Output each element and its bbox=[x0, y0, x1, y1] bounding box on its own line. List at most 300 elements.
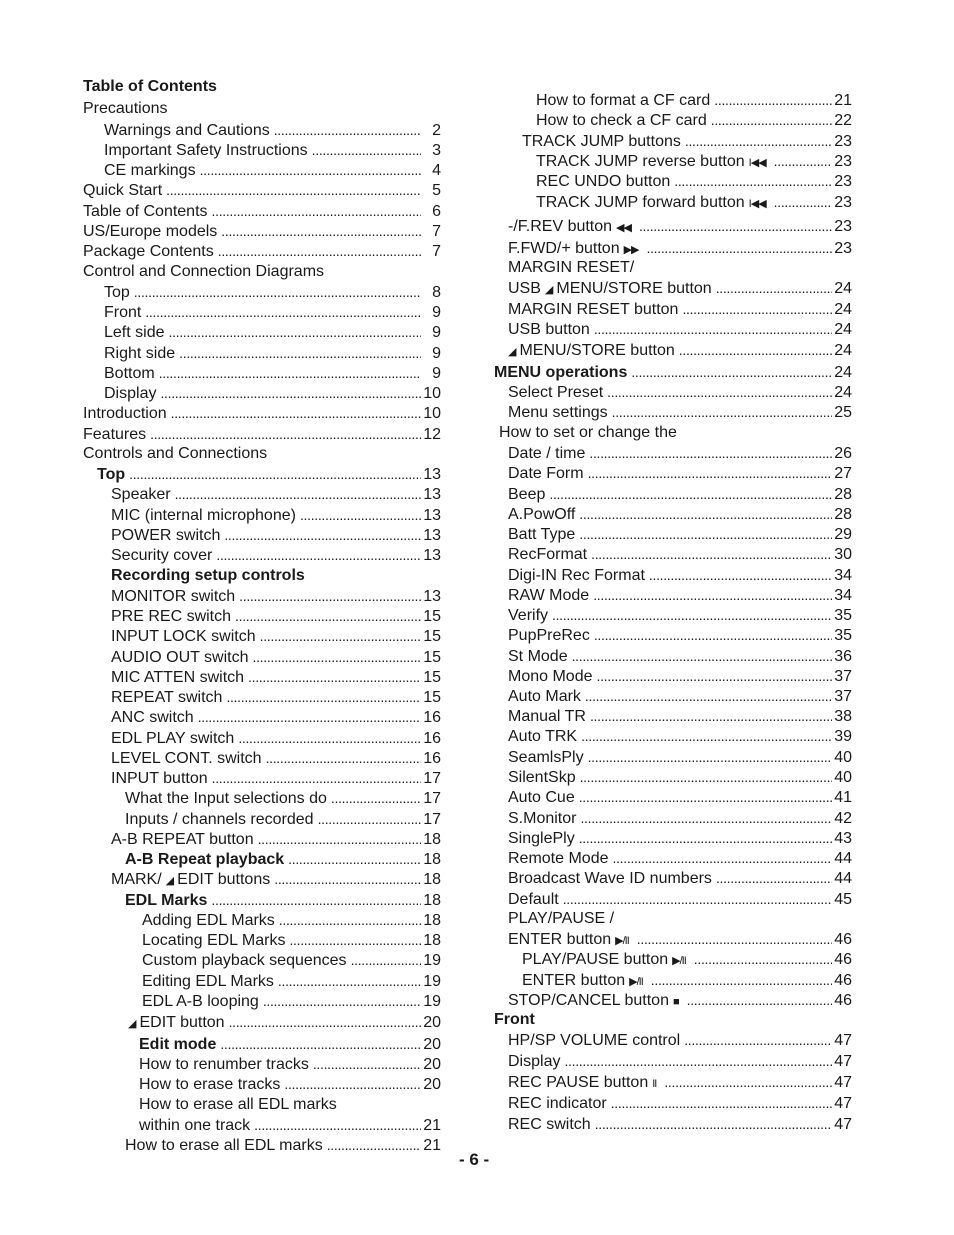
toc-entry-page: 20 bbox=[423, 1036, 441, 1053]
toc-entry-label: MENU operations bbox=[494, 364, 628, 381]
toc-entry-label: St Mode bbox=[508, 648, 568, 665]
toc-entry-page: 46 bbox=[834, 972, 852, 989]
toc-entry-label: Editing EDL Marks bbox=[142, 973, 274, 990]
pause-icon: II bbox=[652, 1078, 657, 1090]
dot-leader bbox=[563, 889, 832, 910]
toc-entry bbox=[494, 828, 852, 848]
toc-entry-page: 5 bbox=[432, 182, 441, 199]
toc-entry bbox=[494, 1114, 852, 1134]
toc-entry-page: 18 bbox=[423, 932, 441, 949]
toc-entry-label: F.FWD/+ button bbox=[508, 240, 620, 257]
toc-entry-page: 4 bbox=[432, 162, 441, 179]
toc-entry bbox=[494, 484, 852, 504]
toc-entry-page: 24 bbox=[834, 280, 852, 297]
dot-leader bbox=[588, 747, 832, 768]
toc-entry-page: 13 bbox=[423, 466, 441, 483]
toc-entry bbox=[83, 343, 441, 363]
dot-leader bbox=[224, 525, 421, 546]
toc-entry-page: 30 bbox=[834, 546, 852, 563]
toc-entry bbox=[83, 829, 441, 849]
toc-entry-label: Controls and Connections bbox=[83, 445, 268, 462]
toc-entry bbox=[494, 565, 852, 585]
dot-leader bbox=[260, 626, 421, 647]
toc-entry bbox=[83, 363, 441, 383]
toc-entry bbox=[494, 706, 852, 726]
dot-leader bbox=[258, 829, 421, 850]
toc-entry bbox=[494, 90, 852, 110]
toc-entry-page: 25 bbox=[834, 404, 852, 421]
toc-entry-page: 41 bbox=[834, 789, 852, 806]
toc-entry-label: PRE REC switch bbox=[111, 608, 232, 625]
toc-entry-page: 34 bbox=[834, 567, 852, 584]
toc-entry-page: 24 bbox=[834, 301, 852, 318]
toc-entry-label: Top bbox=[97, 466, 126, 483]
toc-entry bbox=[494, 1072, 852, 1092]
toc-entry-page: 23 bbox=[834, 218, 852, 235]
toc-entry bbox=[494, 848, 852, 868]
toc-entry-label: Warnings and Cautions bbox=[104, 122, 270, 139]
toc-entry-page: 17 bbox=[423, 811, 441, 828]
toc-entry-label: Front bbox=[104, 304, 142, 321]
toc-entry-page: 40 bbox=[834, 769, 852, 786]
toc-entry-page: 39 bbox=[834, 728, 852, 745]
toc-entry-page: 3 bbox=[432, 142, 441, 159]
toc-entry-label: ENTER button bbox=[522, 972, 626, 989]
dot-leader bbox=[263, 991, 421, 1012]
toc-entry bbox=[83, 1115, 441, 1135]
toc-entry-label: Remote Mode bbox=[508, 850, 609, 867]
toc-entry-label: Features bbox=[83, 426, 147, 443]
dot-leader bbox=[327, 1135, 421, 1156]
toc-entry-label: EDL PLAY switch bbox=[111, 730, 235, 747]
toc-entry bbox=[83, 180, 441, 200]
toc-entry bbox=[83, 1135, 441, 1155]
toc-entry bbox=[83, 322, 441, 342]
toc-entry-label: SilentSkp bbox=[508, 769, 576, 786]
dot-leader bbox=[594, 319, 832, 340]
toc-entry-page: 21 bbox=[834, 92, 852, 109]
dot-leader bbox=[774, 192, 832, 213]
toc-entry bbox=[494, 1030, 852, 1050]
toc-entry bbox=[494, 585, 852, 605]
dot-leader bbox=[212, 768, 421, 789]
toc-entry-label-suffix: EDIT buttons bbox=[177, 871, 271, 888]
toc-entry-page: 44 bbox=[834, 850, 852, 867]
toc-title-text: Table of Contents bbox=[83, 78, 217, 95]
toc-entry bbox=[83, 302, 441, 322]
toc-entry bbox=[494, 258, 852, 278]
toc-entry-label: Select Preset bbox=[508, 384, 604, 401]
toc-entry-label: Custom playback sequences bbox=[142, 952, 347, 969]
toc-entry-page: 7 bbox=[432, 243, 441, 260]
toc-entry-label: MONITOR switch bbox=[111, 588, 236, 605]
toc-entry-label: EDL A-B looping bbox=[142, 993, 259, 1010]
toc-entry-label: How to erase all EDL marks bbox=[139, 1096, 337, 1113]
dot-leader bbox=[649, 565, 832, 586]
dot-leader bbox=[166, 180, 421, 201]
toc-entry bbox=[83, 383, 441, 403]
dot-leader bbox=[589, 443, 832, 464]
toc-entry-page: 10 bbox=[423, 385, 441, 402]
dot-leader bbox=[175, 484, 421, 505]
toc-entry-label: Package Contents bbox=[83, 243, 214, 260]
page-number: - 6 - bbox=[459, 1150, 490, 1169]
dot-leader bbox=[216, 545, 421, 566]
toc-entry bbox=[83, 950, 441, 970]
toc-entry bbox=[83, 606, 441, 626]
toc-entry-label: How to format a CF card bbox=[536, 92, 711, 109]
toc-entry-label: INPUT button bbox=[111, 770, 208, 787]
toc-entry-label: Digi-IN Rec Format bbox=[508, 567, 645, 584]
toc-entry bbox=[494, 382, 852, 402]
toc-entry-page: 47 bbox=[834, 1032, 852, 1049]
dot-leader bbox=[637, 929, 832, 950]
toc-entry bbox=[83, 525, 441, 545]
dot-leader bbox=[289, 930, 421, 951]
toc-entry bbox=[494, 110, 852, 130]
dot-leader bbox=[674, 171, 832, 192]
dot-leader bbox=[682, 299, 832, 320]
toc-entry-page: 24 bbox=[834, 384, 852, 401]
dot-leader bbox=[580, 808, 832, 829]
toc-entry bbox=[83, 626, 441, 646]
toc-entry-label: Display bbox=[508, 1053, 561, 1070]
toc-entry bbox=[494, 726, 852, 746]
dot-leader bbox=[588, 463, 832, 484]
toc-entry bbox=[494, 504, 852, 524]
toc-entry-label: Date Form bbox=[508, 465, 584, 482]
dot-leader bbox=[229, 1012, 421, 1033]
toc-entry-page: 13 bbox=[423, 547, 441, 564]
toc-entry bbox=[494, 443, 852, 463]
toc-entry-label: How to erase tracks bbox=[139, 1076, 281, 1093]
toc-entry bbox=[494, 463, 852, 483]
toc-entry-page: 23 bbox=[834, 173, 852, 190]
toc-entry bbox=[83, 748, 441, 768]
toc-entry-label: AUDIO OUT switch bbox=[111, 649, 249, 666]
toc-entry-label: How to check a CF card bbox=[536, 112, 707, 129]
toc-entry-label: S.Monitor bbox=[508, 810, 577, 827]
toc-entry bbox=[83, 707, 441, 727]
toc-entry bbox=[83, 241, 441, 261]
toc-entry bbox=[494, 889, 852, 909]
toc-entry-page: 23 bbox=[834, 153, 852, 170]
toc-entry-label: LEVEL CONT. switch bbox=[111, 750, 262, 767]
toc-entry bbox=[83, 930, 441, 950]
toc-entry-label: Left side bbox=[104, 324, 165, 341]
toc-entry bbox=[494, 929, 852, 949]
dot-leader bbox=[711, 110, 832, 131]
toc-entry bbox=[494, 362, 852, 382]
dot-leader bbox=[579, 524, 832, 545]
toc-entry-page: 47 bbox=[834, 1074, 852, 1091]
toc-entry-label: TRACK JUMP forward button bbox=[536, 194, 745, 211]
toc-entry-label: STOP/CANCEL button bbox=[508, 992, 669, 1009]
toc-entry-page: 35 bbox=[834, 627, 852, 644]
dot-leader bbox=[288, 849, 421, 870]
edit-triangle-icon: ◢ bbox=[508, 346, 516, 358]
toc-entry-page: 15 bbox=[423, 628, 441, 645]
toc-entry-label: Batt Type bbox=[508, 526, 576, 543]
toc-entry-page: 22 bbox=[834, 112, 852, 129]
toc-entry bbox=[494, 767, 852, 787]
toc-entry-page: 42 bbox=[834, 810, 852, 827]
toc-entry-label: Mono Mode bbox=[508, 668, 593, 685]
dot-leader bbox=[220, 1034, 421, 1055]
play-pause-icon: ▶/II bbox=[615, 935, 629, 947]
dot-leader bbox=[685, 131, 832, 152]
dot-leader bbox=[254, 1115, 421, 1136]
toc-entry-page: 18 bbox=[423, 892, 441, 909]
toc-entry-label: Front bbox=[494, 1011, 535, 1028]
toc-entry-page: 9 bbox=[432, 304, 441, 321]
toc-entry-label: Table of Contents bbox=[83, 203, 208, 220]
dot-leader bbox=[129, 464, 421, 485]
toc-entry bbox=[83, 869, 441, 889]
toc-entry bbox=[494, 909, 852, 929]
toc-entry-page: 40 bbox=[834, 749, 852, 766]
rewind-icon: ◀◀ bbox=[616, 222, 631, 234]
toc-entry-page: 29 bbox=[834, 526, 852, 543]
toc-entry-label: ANC switch bbox=[111, 709, 194, 726]
toc-entry bbox=[494, 686, 852, 706]
toc-entry-page: 26 bbox=[834, 445, 852, 462]
edit-triangle-icon: ◢ bbox=[128, 1018, 136, 1030]
toc-entry-label: Verify bbox=[508, 607, 549, 624]
toc-entry-page: 21 bbox=[423, 1137, 441, 1154]
toc-entry bbox=[83, 545, 441, 565]
dot-leader bbox=[221, 221, 421, 242]
dot-leader bbox=[168, 322, 421, 343]
toc-entry-label: Edit mode bbox=[139, 1036, 217, 1053]
toc-entry-label: Date / time bbox=[508, 445, 586, 462]
dot-leader bbox=[278, 971, 421, 992]
toc-entry-page: 9 bbox=[432, 324, 441, 341]
toc-entry-page: 47 bbox=[834, 1053, 852, 1070]
toc-entry-page: 15 bbox=[423, 669, 441, 686]
toc-entry-label: TRACK JUMP buttons bbox=[522, 133, 681, 150]
toc-entry-page: 17 bbox=[423, 790, 441, 807]
toc-entry bbox=[494, 151, 852, 171]
toc-entry-label: SeamlsPly bbox=[508, 749, 584, 766]
toc-entry-label: HP/SP VOLUME control bbox=[508, 1032, 681, 1049]
toc-entry-label: Auto Mark bbox=[508, 688, 581, 705]
toc-entry-label: Auto TRK bbox=[508, 728, 578, 745]
toc-entry-page: 12 bbox=[423, 426, 441, 443]
dot-leader bbox=[235, 606, 421, 627]
dot-leader bbox=[679, 340, 832, 361]
toc-entry bbox=[83, 728, 441, 748]
dot-leader bbox=[248, 667, 421, 688]
toc-entry bbox=[83, 1095, 441, 1115]
dot-leader bbox=[171, 403, 421, 424]
toc-entry-page: 15 bbox=[423, 608, 441, 625]
toc-entry bbox=[83, 120, 441, 140]
toc-entry bbox=[494, 423, 852, 443]
dot-leader bbox=[200, 160, 421, 181]
toc-entry-page: 9 bbox=[432, 365, 441, 382]
play-pause-icon: ▶/II bbox=[629, 976, 643, 988]
toc-entry-page: 21 bbox=[423, 1117, 441, 1134]
edit-triangle-icon: ◢ bbox=[165, 875, 174, 887]
toc-entry-page: 15 bbox=[423, 649, 441, 666]
toc-entry-label: Adding EDL Marks bbox=[142, 912, 275, 929]
toc-entry-label: POWER switch bbox=[111, 527, 221, 544]
toc-entry-page: 19 bbox=[423, 952, 441, 969]
dot-leader bbox=[580, 767, 832, 788]
toc-entry bbox=[83, 201, 441, 221]
dot-leader bbox=[631, 362, 832, 383]
toc-entry-label: PupPreRec bbox=[508, 627, 590, 644]
toc-entry bbox=[494, 666, 852, 686]
toc-entry bbox=[494, 299, 852, 319]
toc-entry-page: 7 bbox=[432, 223, 441, 240]
toc-entry-label: REC PAUSE button bbox=[508, 1074, 649, 1091]
dot-leader bbox=[664, 1072, 832, 1093]
toc-entry-page: 46 bbox=[834, 951, 852, 968]
dot-leader bbox=[313, 1054, 421, 1075]
dot-leader bbox=[687, 990, 832, 1011]
toc-entry-page: 35 bbox=[834, 607, 852, 624]
toc-entry-label: Recording setup controls bbox=[111, 567, 305, 584]
toc-entry-label: USB button bbox=[508, 321, 590, 338]
toc-entry bbox=[494, 278, 852, 298]
toc-title bbox=[83, 77, 441, 97]
toc-entry-label: CE markings bbox=[104, 162, 196, 179]
dot-leader bbox=[572, 646, 832, 667]
toc-entry-label: Control and Connection Diagrams bbox=[83, 263, 325, 280]
toc-entry-label: Bottom bbox=[104, 365, 155, 382]
toc-entry bbox=[83, 221, 441, 241]
toc-entry bbox=[494, 340, 852, 360]
toc-entry-page: 45 bbox=[834, 891, 852, 908]
toc-entry-label: Security cover bbox=[111, 547, 213, 564]
toc-entry bbox=[83, 403, 441, 423]
toc-entry-label: How to erase all EDL marks bbox=[125, 1137, 323, 1154]
toc-entry-label: MIC (internal microphone) bbox=[111, 507, 296, 524]
toc-entry-page: 23 bbox=[834, 240, 852, 257]
toc-entry bbox=[83, 667, 441, 687]
toc-entry bbox=[494, 747, 852, 767]
toc-entry bbox=[83, 647, 441, 667]
toc-entry-label: How to renumber tracks bbox=[139, 1056, 309, 1073]
toc-entry bbox=[83, 262, 441, 282]
toc-entry bbox=[494, 1093, 852, 1113]
dot-leader bbox=[318, 809, 421, 830]
toc-entry-page: 37 bbox=[834, 688, 852, 705]
toc-entry bbox=[83, 484, 441, 504]
toc-entry-page: 13 bbox=[423, 507, 441, 524]
toc-entry-label-suffix: MENU/STORE button bbox=[556, 280, 712, 297]
toc-entry-page: 37 bbox=[834, 668, 852, 685]
toc-entry bbox=[83, 444, 441, 464]
toc-entry-label: PLAY/PAUSE button bbox=[522, 951, 669, 968]
toc-entry-label: Top bbox=[104, 284, 130, 301]
toc-entry-label: What the Input selections do bbox=[125, 790, 327, 807]
toc-entry bbox=[494, 808, 852, 828]
toc-entry-label: SinglePly bbox=[508, 830, 575, 847]
toc-entry bbox=[83, 971, 441, 991]
dot-leader bbox=[266, 748, 421, 769]
toc-entry-page: 17 bbox=[423, 770, 441, 787]
toc-entry-label: Inputs / channels recorded bbox=[125, 811, 314, 828]
toc-entry-page: 36 bbox=[834, 648, 852, 665]
toc-entry-label: EDL Marks bbox=[125, 892, 208, 909]
toc-entry-page: 20 bbox=[423, 1056, 441, 1073]
dot-leader bbox=[694, 949, 832, 970]
toc-entry-page: 38 bbox=[834, 708, 852, 725]
toc-entry-label: MARGIN RESET/ bbox=[508, 259, 635, 276]
dot-leader bbox=[579, 504, 832, 525]
dot-leader bbox=[651, 970, 832, 991]
toc-entry-page: 16 bbox=[423, 709, 441, 726]
toc-entry-label: Important Safety Instructions bbox=[104, 142, 308, 159]
dot-leader bbox=[597, 666, 833, 687]
toc-entry bbox=[494, 319, 852, 339]
dot-leader bbox=[134, 282, 421, 303]
toc-entry bbox=[494, 402, 852, 422]
toc-entry bbox=[83, 160, 441, 180]
toc-entry-page: 34 bbox=[834, 587, 852, 604]
dot-leader bbox=[774, 151, 832, 172]
toc-entry bbox=[83, 910, 441, 930]
dot-leader bbox=[612, 402, 832, 423]
dot-leader bbox=[226, 687, 421, 708]
dot-leader bbox=[211, 890, 421, 911]
toc-entry-label: -/F.REV button bbox=[508, 218, 613, 235]
fast-forward-icon: ▶▶ bbox=[623, 244, 639, 256]
toc-entry bbox=[83, 687, 441, 707]
dot-leader bbox=[150, 424, 421, 445]
dot-leader bbox=[579, 828, 832, 849]
toc-entry-label: MENU/STORE button bbox=[519, 342, 675, 359]
toc-entry-page: 16 bbox=[423, 730, 441, 747]
toc-entry-label: Default bbox=[508, 891, 559, 908]
toc-entry-label: US/Europe models bbox=[83, 223, 218, 240]
toc-entry bbox=[83, 788, 441, 808]
toc-entry-page: 44 bbox=[834, 870, 852, 887]
dot-leader bbox=[684, 1030, 832, 1051]
toc-entry-label: PLAY/PAUSE / bbox=[508, 910, 615, 927]
dot-leader bbox=[238, 728, 421, 749]
dot-leader bbox=[585, 686, 832, 707]
toc-entry-page: 9 bbox=[432, 345, 441, 362]
toc-entry-page: 46 bbox=[834, 931, 852, 948]
toc-entry bbox=[83, 991, 441, 1011]
dot-leader bbox=[714, 90, 832, 111]
toc-entry-label: Broadcast Wave ID numbers bbox=[508, 870, 712, 887]
toc-entry bbox=[83, 464, 441, 484]
toc-entry-page: 18 bbox=[423, 912, 441, 929]
toc-entry-label: ENTER button bbox=[508, 931, 612, 948]
dot-leader bbox=[594, 625, 832, 646]
play-pause-icon: ▶/II bbox=[672, 955, 686, 967]
toc-entry-label: REPEAT switch bbox=[111, 689, 223, 706]
toc-entry bbox=[83, 1054, 441, 1074]
toc-entry-page: 23 bbox=[834, 133, 852, 150]
toc-entry-page: 46 bbox=[834, 992, 852, 1009]
toc-entry bbox=[83, 1034, 441, 1054]
dot-leader bbox=[279, 910, 421, 931]
toc-entry-label: How to set or change the bbox=[499, 424, 677, 441]
toc-entry-page: 47 bbox=[834, 1116, 852, 1133]
toc-entry bbox=[494, 1051, 852, 1071]
toc-entry-page: 19 bbox=[423, 973, 441, 990]
toc-entry bbox=[494, 949, 852, 969]
dot-leader bbox=[581, 726, 832, 747]
toc-entry-page: 24 bbox=[834, 364, 852, 381]
dot-leader bbox=[639, 216, 832, 237]
